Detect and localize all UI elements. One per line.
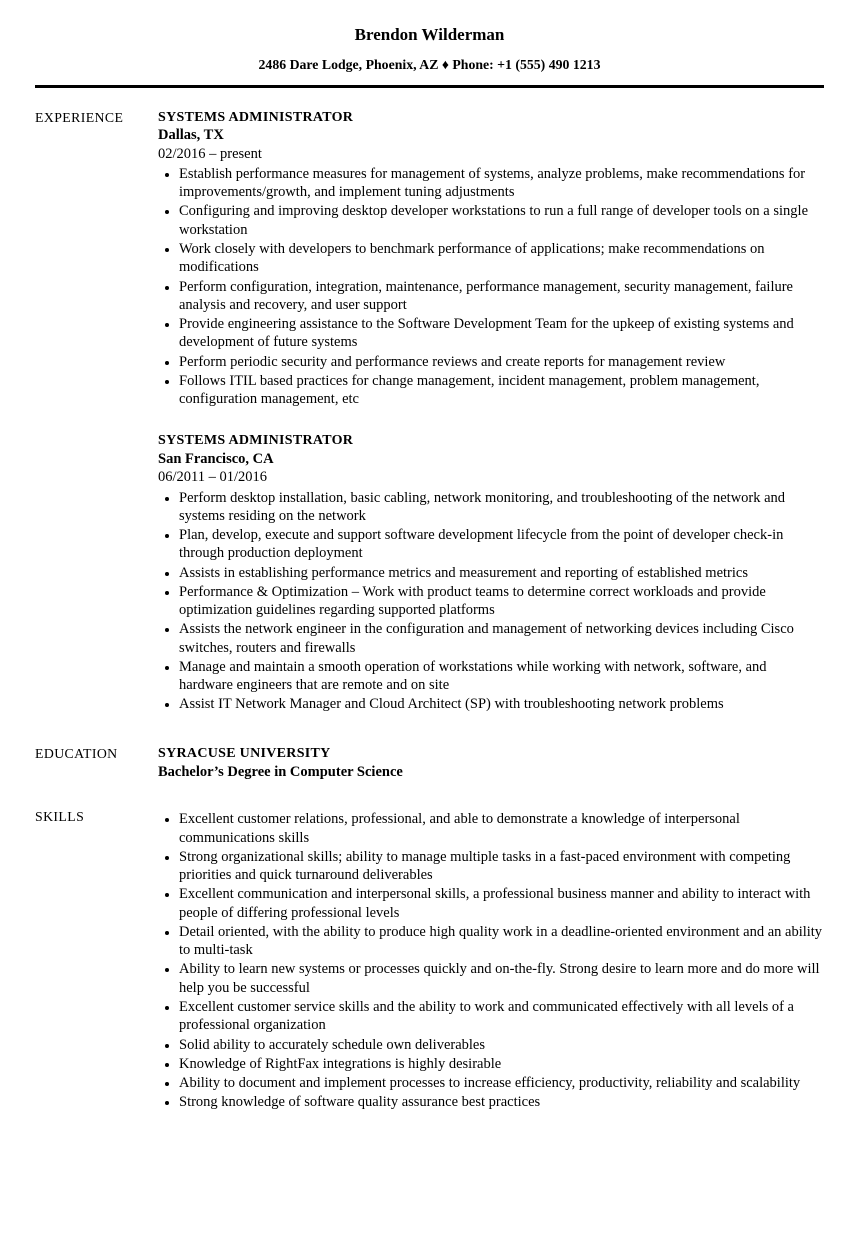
bullet-item: • Perform periodic security and performance reviews and create reports for management review: [179, 353, 820, 371]
bullet-item: • Knowledge of RightFax integrations is highly desirable: [179, 1055, 824, 1073]
bullet-item: • Follows ITIL based practices for change management, incident management, problem management, configuration management, etc: [179, 372, 820, 409]
header-divider: [35, 85, 824, 88]
experience-content: [158, 109, 820, 715]
job-title: SYSTEMS ADMINISTRATOR: [158, 433, 354, 449]
degree-name: Bachelor’s Degree in Computer Science: [158, 764, 403, 781]
job-entry: [158, 109, 820, 409]
education-content: [158, 745, 824, 783]
job-dates: 06/2011 – 01/2016: [158, 469, 268, 486]
bullet-item: • Assists the network engineer in the configuration and management of networking devices including Cisco switches, routers and firewalls: [179, 620, 820, 657]
experience-label: EXPERIENCE: [35, 109, 124, 125]
contact-line: 2486 Dare Lodge, Phoenix, AZ ♦ Phone: +1 (555) 490 1213: [258, 57, 601, 73]
bullet-item: • Performance & Optimization – Work with product teams to determine correct workloads and provide optimization guidelines regarding supported platforms: [179, 583, 820, 620]
section-skills: [35, 808, 824, 1112]
section-experience: [35, 109, 824, 715]
bullet-list: [158, 489, 820, 714]
bullet-list: [158, 165, 820, 408]
job-location: San Francisco, CA: [158, 451, 274, 468]
job-title: SYSTEMS ADMINISTRATOR: [158, 109, 354, 125]
bullet-item: • Manage and maintain a smooth operation of workstations while working with network, software, and hardware engineers that are remote and on site: [179, 658, 820, 695]
bullet-item: • Excellent customer service skills and the ability to work and communicated effectively with all levels of a professional organization: [179, 998, 824, 1035]
bullet-item: • Provide engineering assistance to the Software Development Team for the upkeep of existing systems and development of future systems: [179, 315, 820, 352]
section-education: [35, 745, 824, 783]
bullet-item: • Excellent communication and interpersonal skills, a professional business manner and ability to interact with people of differing professional levels: [179, 885, 824, 922]
education-label: EDUCATION: [35, 745, 118, 761]
person-name: Brendon Wilderman: [354, 25, 505, 44]
bullet-item: • Perform desktop installation, basic cabling, network monitoring, and troubleshooting of the network and systems residing on the network: [179, 489, 820, 526]
bullet-item: • Strong organizational skills; ability to manage multiple tasks in a fast-paced environment with competing priorities and quick turnaround deliverables: [179, 848, 824, 885]
job-dates: 02/2016 – present: [158, 145, 262, 162]
bullet-item: • Configuring and improving desktop developer workstations to run a full range of developer tools on a single workstation: [179, 202, 820, 239]
bullet-item: • Excellent customer relations, professional, and able to demonstrate a knowledge of interpersonal communications skills: [179, 810, 824, 847]
bullet-item: • Establish performance measures for management of systems, analyze problems, make recommendations for improvements/growth, and implement tuning adjustments: [179, 165, 820, 202]
bullet-item: • Strong knowledge of software quality assurance best practices: [179, 1093, 824, 1111]
job-location: Dallas, TX: [158, 127, 224, 144]
school-name: SYRACUSE UNIVERSITY: [158, 745, 331, 761]
resume-header: [35, 24, 824, 74]
bullet-item: • Detail oriented, with the ability to produce high quality work in a deadline-oriented environment and an ability to multi-task: [179, 923, 824, 960]
bullet-item: • Solid ability to accurately schedule own deliverables: [179, 1036, 824, 1054]
bullet-item: • Assists in establishing performance metrics and measurement and reporting of established metrics: [179, 564, 820, 582]
bullet-item: • Ability to learn new systems or processes quickly and on-the-fly. Strong desire to learn more and do more will help you be successful: [179, 960, 824, 997]
skills-label: SKILLS: [35, 809, 85, 825]
bullet-item: • Assist IT Network Manager and Cloud Architect (SP) with troubleshooting network problems: [179, 695, 820, 713]
bullet-item: • Ability to document and implement processes to increase efficiency, productivity, reliability and scalability: [179, 1074, 824, 1092]
bullet-item: • Work closely with developers to benchmark performance of applications; make recommendations on modifications: [179, 240, 820, 277]
job-entry: [158, 432, 820, 713]
bullet-item: • Perform configuration, integration, maintenance, performance management, security management, failure analysis and recovery, and user support: [179, 278, 820, 315]
bullet-list: [158, 810, 824, 1112]
bullet-item: • Plan, develop, execute and support software development lifecycle from the point of developer check-in through production deployment: [179, 526, 820, 563]
